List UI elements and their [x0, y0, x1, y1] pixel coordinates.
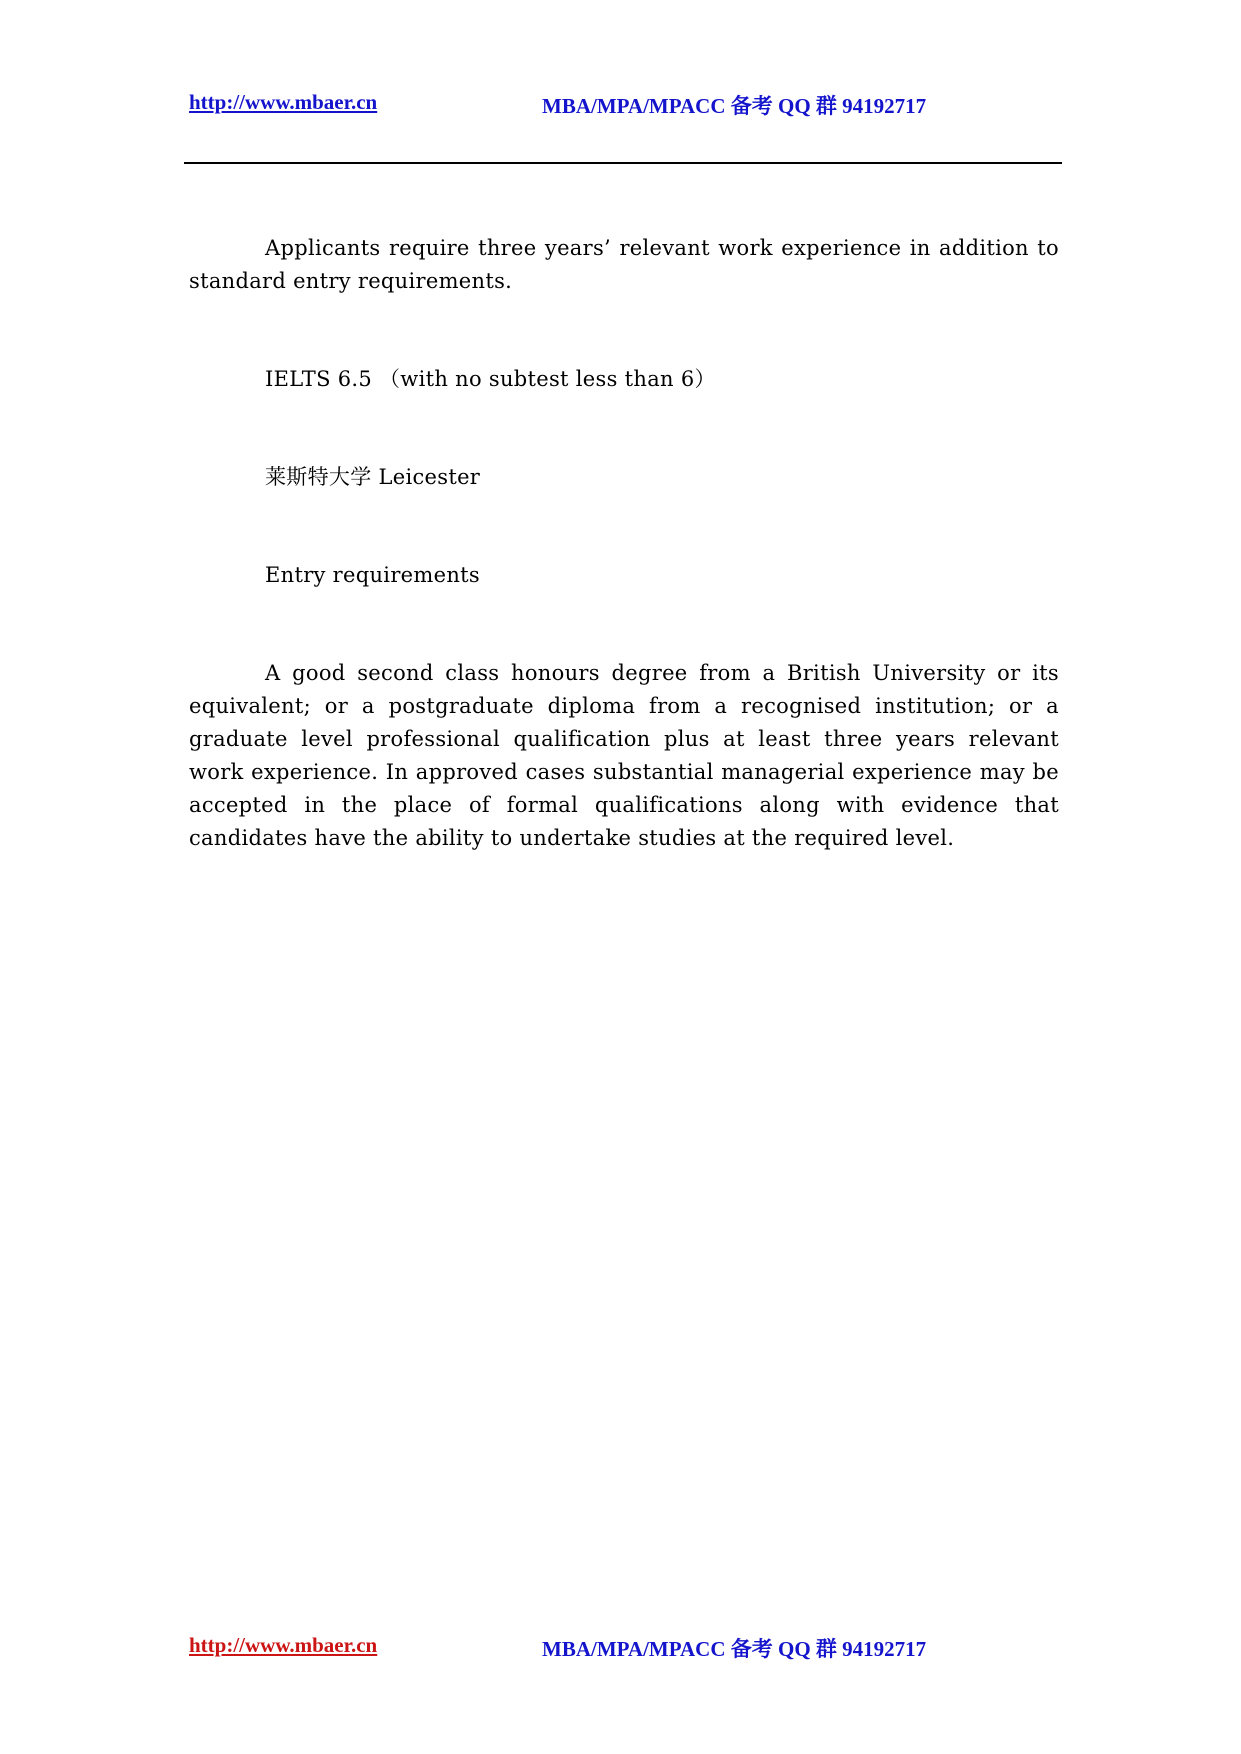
- page-header: [189, 90, 1059, 120]
- paragraph-entry-details: A good second class honours degree from a British University or its equivalent; or a postgraduate diploma from a recognised institution; or a graduate level professional qualification plus at least three years relevant work experience. In approved cases substantial managerial experience may be accepted in the place of formal qualifications along with evidence that candidates have the ability to undertake studies at the required level.: [189, 661, 1059, 850]
- page-footer: [189, 1633, 1059, 1663]
- footer-site-link[interactable]: http://www.mbaer.cn: [189, 1633, 378, 1657]
- paragraph-work-experience: Applicants require three years’ relevant work experience in addition to standard entry requirements.: [189, 236, 1059, 293]
- header-qq-group-text: MBA/MPA/MPACC 备考 QQ 群 94192717: [542, 94, 927, 118]
- document-body: [189, 232, 1059, 855]
- paragraph-university-name: 莱斯特大学 Leicester: [265, 465, 481, 489]
- header-site-link[interactable]: http://www.mbaer.cn: [189, 90, 378, 114]
- paragraph-entry-heading: Entry requirements: [265, 563, 480, 587]
- header-divider: [184, 162, 1062, 164]
- paragraph-ielts: IELTS 6.5 （with no subtest less than 6）: [265, 367, 716, 391]
- footer-qq-group-text: MBA/MPA/MPACC 备考 QQ 群 94192717: [542, 1637, 927, 1661]
